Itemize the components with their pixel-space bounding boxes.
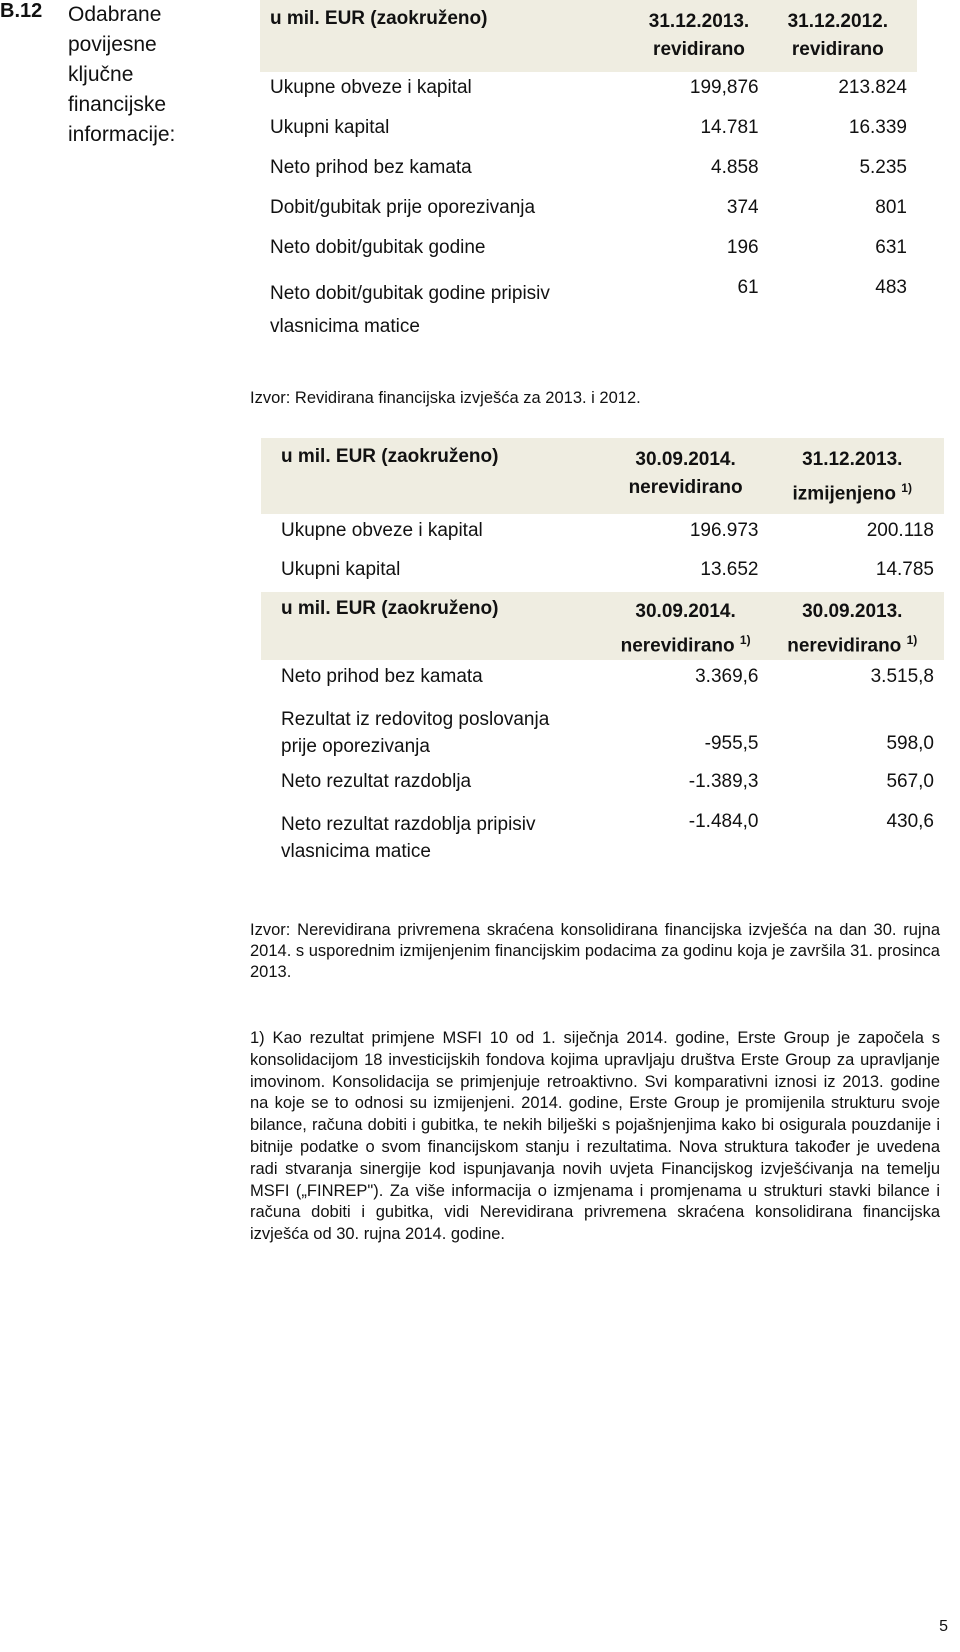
section-title-line: povijesne — [68, 33, 157, 56]
column-header-status: nerevidirano — [628, 477, 743, 498]
source-note-audited: Izvor: Revidirana financijska izvješća za 2013. i 2012. — [250, 389, 641, 407]
row-label — [260, 272, 639, 343]
value-cell: 14.781 — [700, 117, 759, 138]
unit-header: u mil. EUR (zaokruženo) — [261, 438, 613, 514]
row-label — [261, 700, 613, 766]
row-label: Neto prihod bez kamata — [281, 666, 483, 688]
value-cell: 5.235 — [859, 157, 907, 178]
value-cell: 567,0 — [886, 771, 934, 793]
value-cell: 199,876 — [689, 77, 759, 98]
value-cell: 196 — [726, 237, 759, 258]
table-row — [261, 660, 944, 700]
footnote-marker: 1) — [906, 633, 918, 647]
row-label-line: vlasnicima matice — [270, 316, 420, 337]
row-label: Dobit/gubitak prije oporezivanja — [270, 197, 536, 218]
value-cell: 13.652 — [700, 559, 759, 580]
table-row — [260, 152, 917, 192]
value-cell: 631 — [875, 237, 907, 258]
value-cell: 213.824 — [838, 77, 907, 98]
column-header-status-text: izmijenjeno — [792, 483, 896, 505]
row-label-line: prije oporezivanja — [281, 736, 430, 758]
table-row — [261, 700, 944, 766]
page-number: 5 — [939, 1618, 948, 1635]
column-header-date: 31.12.2013. — [802, 449, 903, 470]
audited-financials-table — [260, 0, 917, 343]
value-cell: 430,6 — [886, 811, 934, 833]
value-cell: 3.369,6 — [695, 666, 759, 688]
row-label: Ukupne obveze i kapital — [281, 520, 483, 541]
table-row — [260, 112, 917, 152]
unaudited-financials-table — [261, 438, 944, 872]
table-header-row — [260, 0, 917, 72]
column-header-status: revidirano — [653, 39, 745, 60]
value-cell: 598,0 — [886, 733, 934, 755]
column-header — [613, 438, 771, 514]
value-cell: 483 — [875, 277, 907, 298]
value-cell: -1.389,3 — [688, 771, 759, 793]
column-header — [769, 0, 917, 72]
row-label: Neto rezultat razdoblja — [281, 771, 472, 793]
table-row — [260, 192, 917, 232]
column-header-status — [771, 626, 935, 660]
section-title-line: financijske — [68, 93, 167, 116]
value-cell: 3.515,8 — [870, 666, 934, 688]
row-label-line: Rezultat iz redovitog poslovanja — [281, 709, 550, 731]
column-header — [613, 592, 771, 660]
footnote-marker: 1) — [901, 481, 912, 495]
column-header-date: 30.09.2014. — [635, 601, 736, 622]
value-cell: -955,5 — [704, 733, 759, 755]
row-label: Ukupne obveze i kapital — [270, 77, 472, 98]
value-cell: 374 — [726, 197, 759, 218]
column-header-status-text: nerevidirano — [787, 635, 902, 657]
section-title-line: Odabrane — [68, 3, 162, 26]
row-label-line: Neto dobit/gubitak godine pripisiv — [270, 283, 550, 304]
table-row — [260, 232, 917, 272]
section-title-line: informacije: — [68, 123, 176, 146]
value-cell: 200.118 — [866, 520, 934, 541]
column-header — [771, 438, 945, 514]
section-title — [68, 0, 238, 150]
table-header-row — [261, 592, 944, 660]
table-row — [261, 554, 944, 592]
value-cell: 801 — [875, 197, 907, 218]
value-cell: 196.973 — [689, 520, 759, 541]
footnote-marker: 1) — [739, 633, 751, 647]
row-label: Neto dobit/gubitak godine — [270, 237, 486, 258]
column-header — [771, 592, 945, 660]
table-header-row — [261, 438, 944, 514]
section-title-line: ključne — [68, 63, 134, 86]
row-label — [261, 806, 613, 872]
row-label: Ukupni kapital — [270, 117, 390, 138]
row-label-line: vlasnicima matice — [281, 841, 431, 863]
footnote-text: 1) Kao rezultat primjene MSFI 10 od 1. siječnja 2014. godine, Erste Group je započela s konsolidacijom 18 investicijskih fondova kojima upravljaju društva Erste Group za upravljanje imovinom. Konsolidacija se primjenjuje retroaktivno. Svi komparativni iznosi iz 2013. godine na koje se to odnosi su izmijenjeni. 2014. godine, Erste Group je promijenila strukturu svoje bilance, računa dobiti i gubitka, te nekih bilješki s pojašnjenjima kako bi osigurala pouzdanije i bitnije podatke o svom financijskom stanju i rezultatima. Nova struktura također je uvedena radi stvaranja sinergije kod ispunjavanja novih uvjeta Financijskog izvješćivanja na temelju MSFI („FINREP"). Za više informacija o izmjenama i promjenama u strukturi stavki bilance i računa dobiti i gubitka, vidi Nerevidirana privremena skraćena konsolidirana financijska izvješća od 30. rujna 2014. godine. — [250, 1029, 940, 1244]
table-row — [260, 272, 917, 343]
column-header-date: 31.12.2013. — [648, 11, 750, 32]
table-row — [260, 72, 917, 112]
column-header — [639, 0, 768, 72]
value-cell: 61 — [737, 277, 759, 298]
source-note-unaudited: Izvor: Nerevidirana privremena skraćena konsolidirana financijska izvješća na dan 30. rujna 2014. s usporednim izmijenjenim financijskim podacima za godinu koja je završila 31. prosinca 2013. — [250, 921, 940, 981]
column-header-status: revidirano — [791, 39, 884, 60]
table-row — [261, 766, 944, 806]
column-header-date: 30.09.2013. — [802, 601, 903, 622]
row-label-line: Neto rezultat razdoblja pripisiv — [281, 814, 536, 836]
row-label: Neto prihod bez kamata — [270, 157, 472, 178]
column-header-status — [613, 626, 759, 660]
column-header-status — [771, 474, 935, 508]
unit-header: u mil. EUR (zaokruženo) — [260, 0, 639, 72]
table-row — [261, 806, 944, 872]
table-row — [261, 514, 944, 554]
column-header-date: 31.12.2012. — [787, 11, 888, 32]
section-number: B.12 — [0, 0, 43, 22]
row-label: Ukupni kapital — [281, 559, 401, 580]
value-cell: 4.858 — [711, 157, 759, 178]
value-cell: -1.484,0 — [688, 811, 759, 833]
value-cell: 16.339 — [848, 117, 907, 138]
column-header-date: 30.09.2014. — [635, 449, 736, 470]
unit-header: u mil. EUR (zaokruženo) — [261, 592, 613, 660]
column-header-status-text: nerevidirano — [620, 635, 735, 657]
value-cell: 14.785 — [875, 559, 934, 580]
